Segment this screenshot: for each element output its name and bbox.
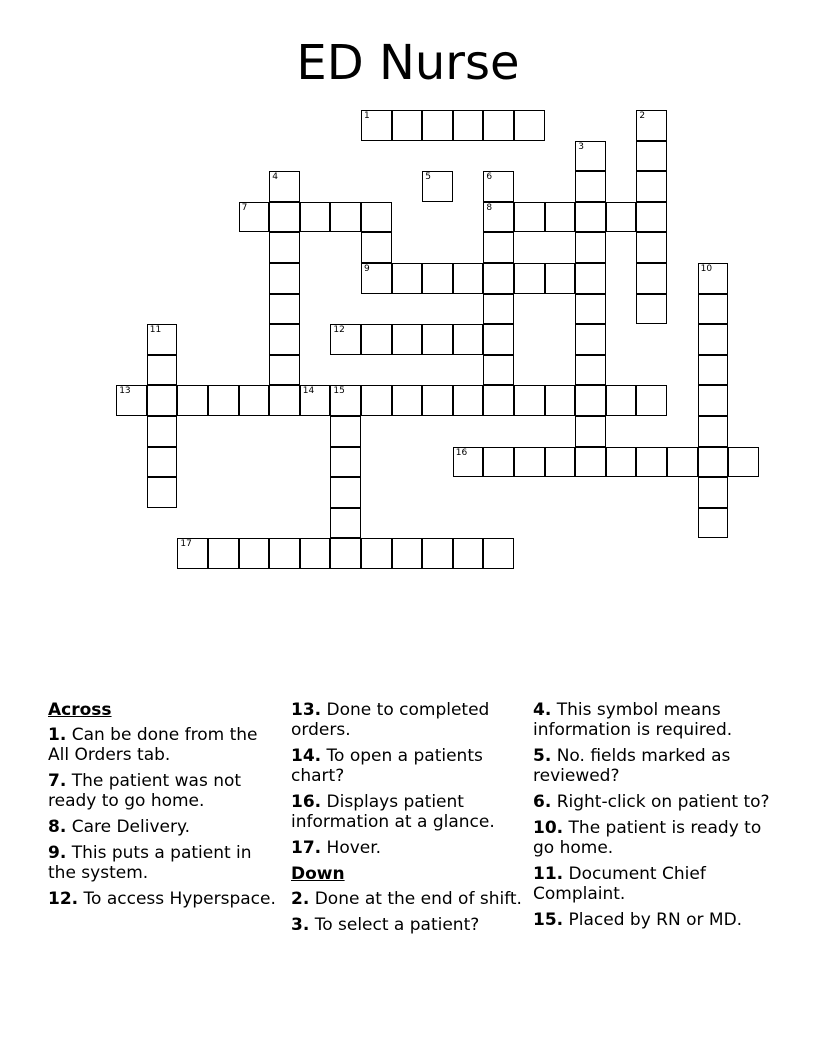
grid-cell bbox=[728, 447, 759, 478]
grid-cell bbox=[483, 202, 514, 233]
grid-cell bbox=[269, 263, 300, 294]
grid-cell bbox=[392, 263, 423, 294]
grid-cell bbox=[422, 324, 453, 355]
clue-number: 1. bbox=[48, 725, 67, 745]
grid-cell bbox=[392, 538, 423, 569]
grid-cell bbox=[575, 416, 606, 447]
down-heading: Down bbox=[291, 864, 345, 884]
grid-cell bbox=[545, 263, 576, 294]
grid-cell bbox=[453, 538, 484, 569]
grid-cell bbox=[698, 263, 729, 294]
clue-text: The patient was not ready to go home. bbox=[48, 771, 242, 811]
grid-cell bbox=[330, 508, 361, 539]
grid-cell bbox=[361, 324, 392, 355]
grid-cell bbox=[361, 232, 392, 263]
cell-number: 10 bbox=[700, 264, 713, 274]
clue-text: This puts a patient in the system. bbox=[48, 843, 252, 883]
clue-number: 8. bbox=[48, 817, 67, 837]
grid-cell bbox=[116, 385, 147, 416]
grid-cell bbox=[422, 538, 453, 569]
cell-number: 16 bbox=[455, 447, 468, 458]
cell-number: 4 bbox=[272, 172, 278, 183]
grid-cell bbox=[575, 355, 606, 386]
clue-down-6 bbox=[533, 792, 773, 812]
clue-number: 4. bbox=[533, 700, 552, 720]
clue-text: To open a patients chart? bbox=[291, 746, 483, 786]
clue-text: Done to completed orders. bbox=[291, 700, 490, 740]
clues-column-3 bbox=[533, 700, 773, 936]
clue-across-12 bbox=[48, 889, 278, 909]
grid-cell bbox=[269, 538, 300, 569]
clue-text: Document Chief Complaint. bbox=[533, 864, 706, 904]
clue-text: No. fields marked as reviewed? bbox=[533, 746, 731, 786]
grid-cell bbox=[698, 294, 729, 325]
grid-cell bbox=[575, 202, 606, 233]
clue-text: To select a patient? bbox=[314, 915, 480, 935]
clue-across-1 bbox=[48, 725, 278, 765]
grid-cell bbox=[422, 110, 453, 141]
grid-cell bbox=[453, 324, 484, 355]
cell-number: 1 bbox=[364, 111, 370, 121]
grid-cell bbox=[422, 171, 453, 202]
clue-number: 6. bbox=[533, 792, 552, 812]
grid-cell bbox=[483, 447, 514, 478]
grid-cell bbox=[483, 263, 514, 294]
grid-cell bbox=[575, 324, 606, 355]
grid-cell bbox=[636, 263, 667, 294]
clue-across-16 bbox=[291, 792, 523, 832]
grid-cell bbox=[147, 477, 178, 508]
grid-cell bbox=[698, 355, 729, 386]
grid-cell bbox=[361, 263, 392, 294]
cell-number: 3 bbox=[578, 141, 584, 152]
clue-number: 2. bbox=[291, 889, 310, 909]
grid-cell bbox=[392, 385, 423, 416]
grid-cell bbox=[636, 202, 667, 233]
grid-cell bbox=[575, 232, 606, 263]
grid-cell bbox=[698, 385, 729, 416]
grid-cell bbox=[483, 294, 514, 325]
clue-across-14 bbox=[291, 746, 523, 786]
grid-cell bbox=[575, 385, 606, 416]
clue-number: 9. bbox=[48, 843, 67, 863]
grid-cell bbox=[667, 447, 698, 478]
grid-cell bbox=[483, 385, 514, 416]
grid-cell bbox=[269, 355, 300, 386]
clue-number: 13. bbox=[291, 700, 322, 720]
cell-number: 9 bbox=[364, 264, 370, 274]
grid-cell bbox=[330, 477, 361, 508]
clue-text: Care Delivery. bbox=[71, 817, 191, 837]
clue-number: 7. bbox=[48, 771, 67, 791]
grid-cell bbox=[392, 324, 423, 355]
grid-cell bbox=[361, 202, 392, 233]
grid-cell bbox=[636, 447, 667, 478]
grid-cell bbox=[330, 324, 361, 355]
clue-number: 5. bbox=[533, 746, 552, 766]
grid-cell bbox=[422, 385, 453, 416]
grid-cell bbox=[483, 171, 514, 202]
grid-cell bbox=[177, 538, 208, 569]
clue-down-3 bbox=[291, 915, 523, 935]
clue-number: 16. bbox=[291, 792, 322, 812]
grid-cell bbox=[330, 447, 361, 478]
clue-number: 12. bbox=[48, 889, 79, 909]
grid-cell bbox=[422, 263, 453, 294]
grid-cell bbox=[147, 355, 178, 386]
clue-down-10 bbox=[533, 818, 773, 858]
grid-cell bbox=[483, 232, 514, 263]
grid-cell bbox=[636, 171, 667, 202]
grid-cell bbox=[545, 385, 576, 416]
grid-cell bbox=[269, 385, 300, 416]
grid-cell bbox=[453, 110, 484, 141]
cell-number: 17 bbox=[180, 539, 192, 550]
cell-number: 6 bbox=[486, 172, 493, 183]
clue-across-13 bbox=[291, 700, 523, 740]
grid-cell bbox=[269, 294, 300, 325]
grid-cell bbox=[545, 202, 576, 233]
grid-cell bbox=[330, 538, 361, 569]
clue-across-9 bbox=[48, 843, 278, 883]
clue-number: 11. bbox=[533, 864, 564, 884]
cell-number: 2 bbox=[639, 111, 646, 121]
cell-number: 8 bbox=[486, 202, 493, 213]
grid-cell bbox=[239, 202, 270, 233]
clue-text: This symbol means information is required. bbox=[533, 700, 733, 740]
grid-cell bbox=[453, 447, 484, 478]
cell-number: 5 bbox=[425, 172, 431, 183]
clue-text: Displays patient information at a glance. bbox=[291, 792, 495, 832]
grid-cell bbox=[483, 538, 514, 569]
clue-text: Right-click on patient to? bbox=[556, 792, 770, 812]
grid-cell bbox=[300, 385, 331, 416]
grid-cell bbox=[330, 416, 361, 447]
clue-across-7 bbox=[48, 771, 278, 811]
grid-cell bbox=[300, 202, 331, 233]
grid-cell bbox=[514, 385, 545, 416]
clue-number: 10. bbox=[533, 818, 564, 838]
clue-number: 15. bbox=[533, 910, 564, 930]
grid-cell bbox=[575, 294, 606, 325]
grid-cell bbox=[636, 385, 667, 416]
grid-cell bbox=[606, 447, 637, 478]
grid-cell bbox=[361, 538, 392, 569]
grid-cell bbox=[606, 385, 637, 416]
grid-cell bbox=[269, 232, 300, 263]
grid-cell bbox=[636, 110, 667, 141]
grid-cell bbox=[514, 447, 545, 478]
page-title: ED Nurse bbox=[296, 35, 520, 91]
clue-text: Done at the end of shift. bbox=[314, 889, 522, 909]
grid-cell bbox=[330, 385, 361, 416]
clue-down-11 bbox=[533, 864, 773, 904]
clue-across-17 bbox=[291, 838, 523, 858]
cell-number: 11 bbox=[149, 325, 162, 336]
grid-cell bbox=[330, 202, 361, 233]
cell-number: 13 bbox=[119, 386, 131, 397]
grid-cell bbox=[575, 447, 606, 478]
grid-cell bbox=[514, 110, 545, 141]
grid-cell bbox=[483, 355, 514, 386]
cell-number: 14 bbox=[302, 386, 315, 397]
clue-down-2 bbox=[291, 889, 523, 909]
grid-cell bbox=[147, 447, 178, 478]
clue-across-8 bbox=[48, 817, 278, 837]
clue-down-15 bbox=[533, 910, 773, 930]
cell-number: 15 bbox=[333, 386, 345, 397]
clue-down-5 bbox=[533, 746, 773, 786]
clue-down-4 bbox=[533, 700, 773, 740]
grid-cell bbox=[208, 385, 239, 416]
grid-cell bbox=[147, 324, 178, 355]
grid-cell bbox=[483, 324, 514, 355]
grid-cell bbox=[575, 171, 606, 202]
grid-cell bbox=[698, 508, 729, 539]
grid-cell bbox=[698, 447, 729, 478]
grid-cell bbox=[208, 538, 239, 569]
grid-cell bbox=[147, 385, 178, 416]
grid-cell bbox=[575, 141, 606, 172]
grid-cell bbox=[636, 141, 667, 172]
grid-cell bbox=[606, 202, 637, 233]
clue-number: 3. bbox=[291, 915, 310, 935]
clue-text: To access Hyperspace. bbox=[83, 889, 276, 909]
grid-cell bbox=[575, 263, 606, 294]
grid-cell bbox=[453, 263, 484, 294]
clue-number: 17. bbox=[291, 838, 322, 858]
grid-cell bbox=[698, 324, 729, 355]
across-heading: Across bbox=[48, 700, 112, 720]
grid-cell bbox=[147, 416, 178, 447]
grid-cell bbox=[514, 263, 545, 294]
grid-cell bbox=[300, 538, 331, 569]
grid-cell bbox=[269, 202, 300, 233]
grid-cell bbox=[177, 385, 208, 416]
grid-cell bbox=[483, 110, 514, 141]
grid-cell bbox=[269, 324, 300, 355]
grid-cell bbox=[636, 294, 667, 325]
clue-number: 14. bbox=[291, 746, 322, 766]
grid-cell bbox=[361, 110, 392, 141]
grid-cell bbox=[269, 171, 300, 202]
grid-cell bbox=[361, 385, 392, 416]
clue-text: Can be done from the All Orders tab. bbox=[48, 725, 258, 765]
clue-text: The patient is ready to go home. bbox=[533, 818, 762, 858]
clues-column-2 bbox=[291, 700, 523, 941]
grid-cell bbox=[698, 416, 729, 447]
clue-text: Placed by RN or MD. bbox=[568, 910, 743, 930]
clue-text: Hover. bbox=[326, 838, 382, 858]
grid-cell bbox=[239, 538, 270, 569]
cell-number: 7 bbox=[241, 202, 248, 213]
grid-cell bbox=[239, 385, 270, 416]
cell-number: 12 bbox=[333, 325, 345, 336]
grid-cell bbox=[545, 447, 576, 478]
grid-cell bbox=[453, 385, 484, 416]
grid-cell bbox=[636, 232, 667, 263]
grid-cell bbox=[392, 110, 423, 141]
grid-cell bbox=[514, 202, 545, 233]
clues-column-1 bbox=[48, 700, 278, 915]
grid-cell bbox=[698, 477, 729, 508]
